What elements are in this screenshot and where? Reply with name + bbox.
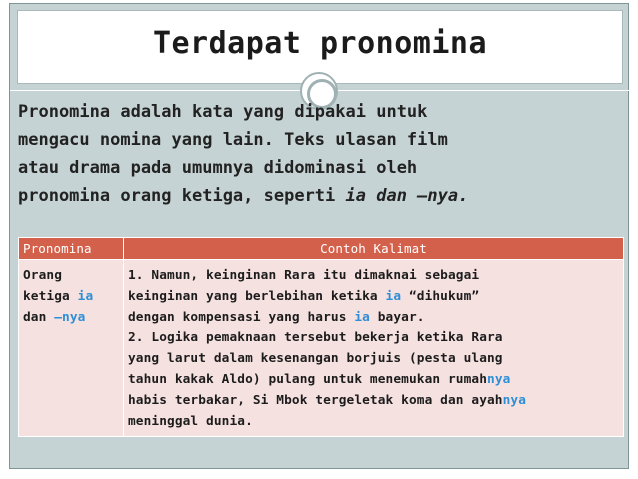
example-highlight: ia <box>354 309 370 325</box>
example-line-5: yang larut dalam kesenangan borjuis (pesta ulang <box>128 351 503 367</box>
intro-line-3: atau drama pada umumnya didominasi oleh <box>18 158 418 178</box>
example-line-3-end: bayar. <box>369 309 425 325</box>
example-line-6: tahun kakak Aldo) pulang untuk menemukan rumah <box>128 371 488 387</box>
intro-line-4-italic: ia dan –nya. <box>345 186 469 206</box>
example-highlight: nya <box>502 392 527 408</box>
example-cell <box>124 260 624 437</box>
pronoun-highlight-nya: –nya <box>54 309 86 325</box>
pronoun-highlight-ia: ia <box>77 288 94 304</box>
example-line-2-end: “dihukum” <box>401 288 480 304</box>
pronoun-line-2: ketiga <box>23 288 78 304</box>
example-line-3: dengan kompensasi yang harus <box>128 309 355 325</box>
example-line-4: 2. Logika pemaknaan tersebut bekerja ketika Rara <box>128 330 503 346</box>
intro-paragraph <box>18 98 626 210</box>
slide <box>9 3 629 469</box>
intro-line-1: Pronomina adalah kata yang dipakai untuk <box>18 102 428 122</box>
pronomina-table <box>18 237 624 437</box>
header-pronomina: Pronomina <box>19 238 124 260</box>
pronoun-line-1: Orang <box>23 268 63 283</box>
slide-title: Terdapat pronomina <box>152 26 488 61</box>
intro-line-2: mengacu nomina yang lain. Teks ulasan film <box>18 130 448 150</box>
example-line-7: habis terbakar, Si Mbok tergeletak koma dan ayah <box>128 392 503 408</box>
example-line-8: meninggal dunia. <box>128 413 253 429</box>
table-row <box>19 260 624 437</box>
header-contoh-kalimat: Contoh Kalimat <box>124 238 624 260</box>
example-highlight: ia <box>385 288 402 304</box>
pronoun-cell <box>19 260 124 437</box>
example-line-2: keinginan yang berlebihan ketika <box>128 288 386 304</box>
example-line-1: 1. Namun, keinginan Rara itu dimaknai sebagai <box>128 268 480 283</box>
intro-line-4: pronomina orang ketiga, seperti <box>18 186 346 206</box>
pronoun-line-3: dan <box>23 309 55 325</box>
example-highlight: nya <box>487 371 511 387</box>
table-header-row <box>19 238 624 260</box>
